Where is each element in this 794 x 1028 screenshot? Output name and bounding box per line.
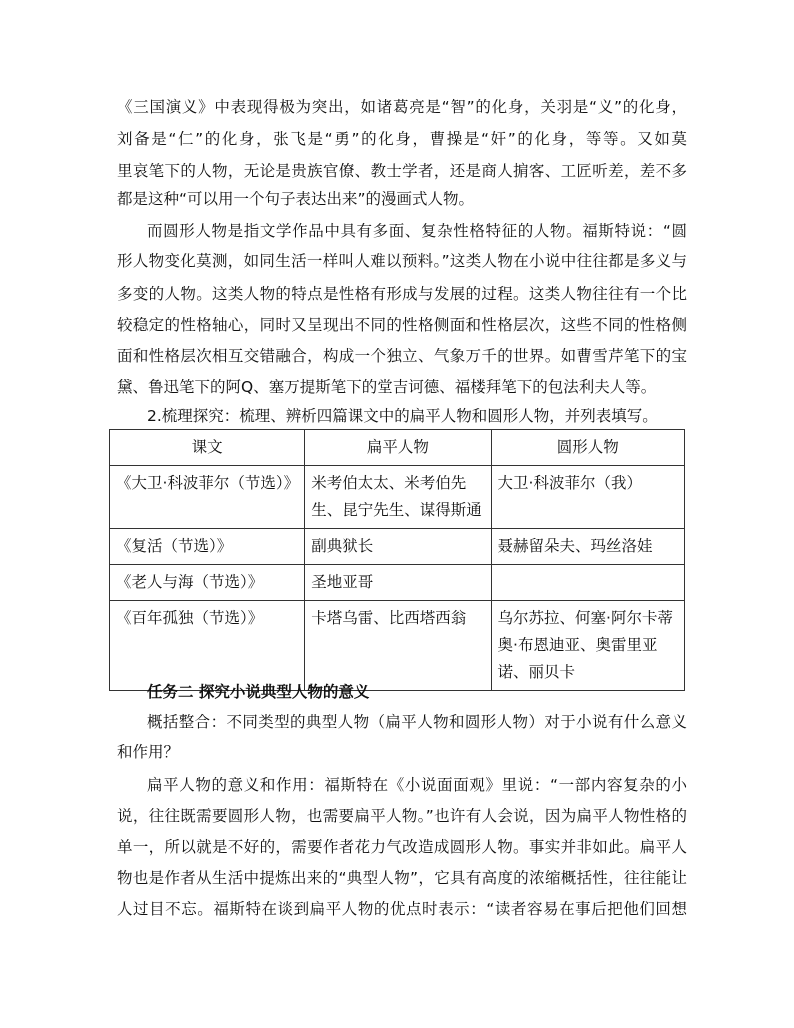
para1-line-4: 都是这种“可以用一个句子表达出来”的漫画式人物。 [117,190,475,208]
para4-line-2: 说，往往既需要圆形人物，也需要扁平人物。”也许有人会说，因为扁平人物性格的 [117,807,687,825]
table-header-row [110,430,685,466]
para1-line-3: 里哀笔下的人物，无论是贵族官僚、教士学者，还是商人掮客、工匠听差，差不多 [117,162,687,180]
table-row [110,565,685,601]
para3-line-1: 概括整合：不同类型的典型人物（扁平人物和圆形人物）对于小说有什么意义 [147,713,687,731]
para4-line-3: 单一，所以就是不好的，需要作者花力气改造成圆形人物。事实并非如此。扁平人 [117,838,687,856]
para4-line-5: 人过目不忘。福斯特在谈到扁平人物的优点时表示：“读者容易在事后把他们回想 [117,900,687,918]
table-header-cell: 扁平人物 [305,430,491,466]
para2-line-1: 而圆形人物是指文学作品中具有多面、复杂性格特征的人物。福斯特说：“圆 [147,222,687,240]
task-intro: 2.梳理探究：梳理、辨析四篇课文中的扁平人物和圆形人物，并列表填写。 [147,407,658,425]
character-table [109,429,685,691]
table-cell: 《复活（节选）》 [110,529,305,565]
para2-line-3: 多变的人物。这类人物的特点是性格有形成与发展的过程。这类人物往往有一个比 [117,285,687,303]
para2-line-2: 形人物变化莫测，如同生活一样叫人难以预料。”这类人物在小说中往往都是多义与 [117,252,687,270]
table-cell: 圣地亚哥 [305,565,491,601]
table-cell: 《老人与海（节选）》 [110,565,305,601]
table-cell: 大卫·科波菲尔（我） [491,466,684,529]
table-cell: 乌尔苏拉、何塞·阿尔卡蒂奥·布恩迪亚、奥雷里亚诺、丽贝卡 [491,601,684,691]
table-header-cell: 课文 [110,430,305,466]
table-cell: 副典狱长 [305,529,491,565]
para1-line-1: 《三国演义》中表现得极为突出，如诸葛亮是“智”的化身，关羽是“义”的化身， [117,98,687,116]
para2-line-6: 黛、鲁迅笔下的阿Q、塞万提斯笔下的堂吉诃德、福楼拜笔下的包法利夫人等。 [117,378,657,396]
para1-line-2: 刘备是“仁”的化身，张飞是“勇”的化身，曹操是“奸”的化身，等等。又如莫 [117,130,687,148]
table-cell: 米考伯太太、米考伯先生、昆宁先生、谋得斯通 [305,466,491,529]
para2-line-5: 面和性格层次相互交错融合，构成一个独立、气象万千的世界。如曹雪芹笔下的宝 [117,347,687,365]
table-cell: 《大卫·科波菲尔（节选）》 [110,466,305,529]
table-row [110,466,685,529]
table-cell [491,565,684,601]
table-cell: 《百年孤独（节选）》 [110,601,305,691]
table-row [110,601,685,691]
para3-line-2: 和作用？ [117,743,180,761]
table-cell: 卡塔乌雷、比西塔西翁 [305,601,491,691]
para4-line-1: 扁平人物的意义和作用：福斯特在《小说面面观》里说：“一部内容复杂的小 [147,776,687,794]
para2-line-4: 较稳定的性格轴心，同时又呈现出不同的性格侧面和性格层次，这些不同的性格侧 [117,316,687,334]
table-cell: 聂赫留朵夫、玛丝洛娃 [491,529,684,565]
para4-line-4: 物也是作者从生活中提炼出来的“典型人物”，它具有高度的浓缩概括性，往往能让 [117,869,687,887]
task2-heading: 任务二 探究小说典型人物的意义 [147,683,370,701]
table-header-cell: 圆形人物 [491,430,684,466]
table-row [110,529,685,565]
